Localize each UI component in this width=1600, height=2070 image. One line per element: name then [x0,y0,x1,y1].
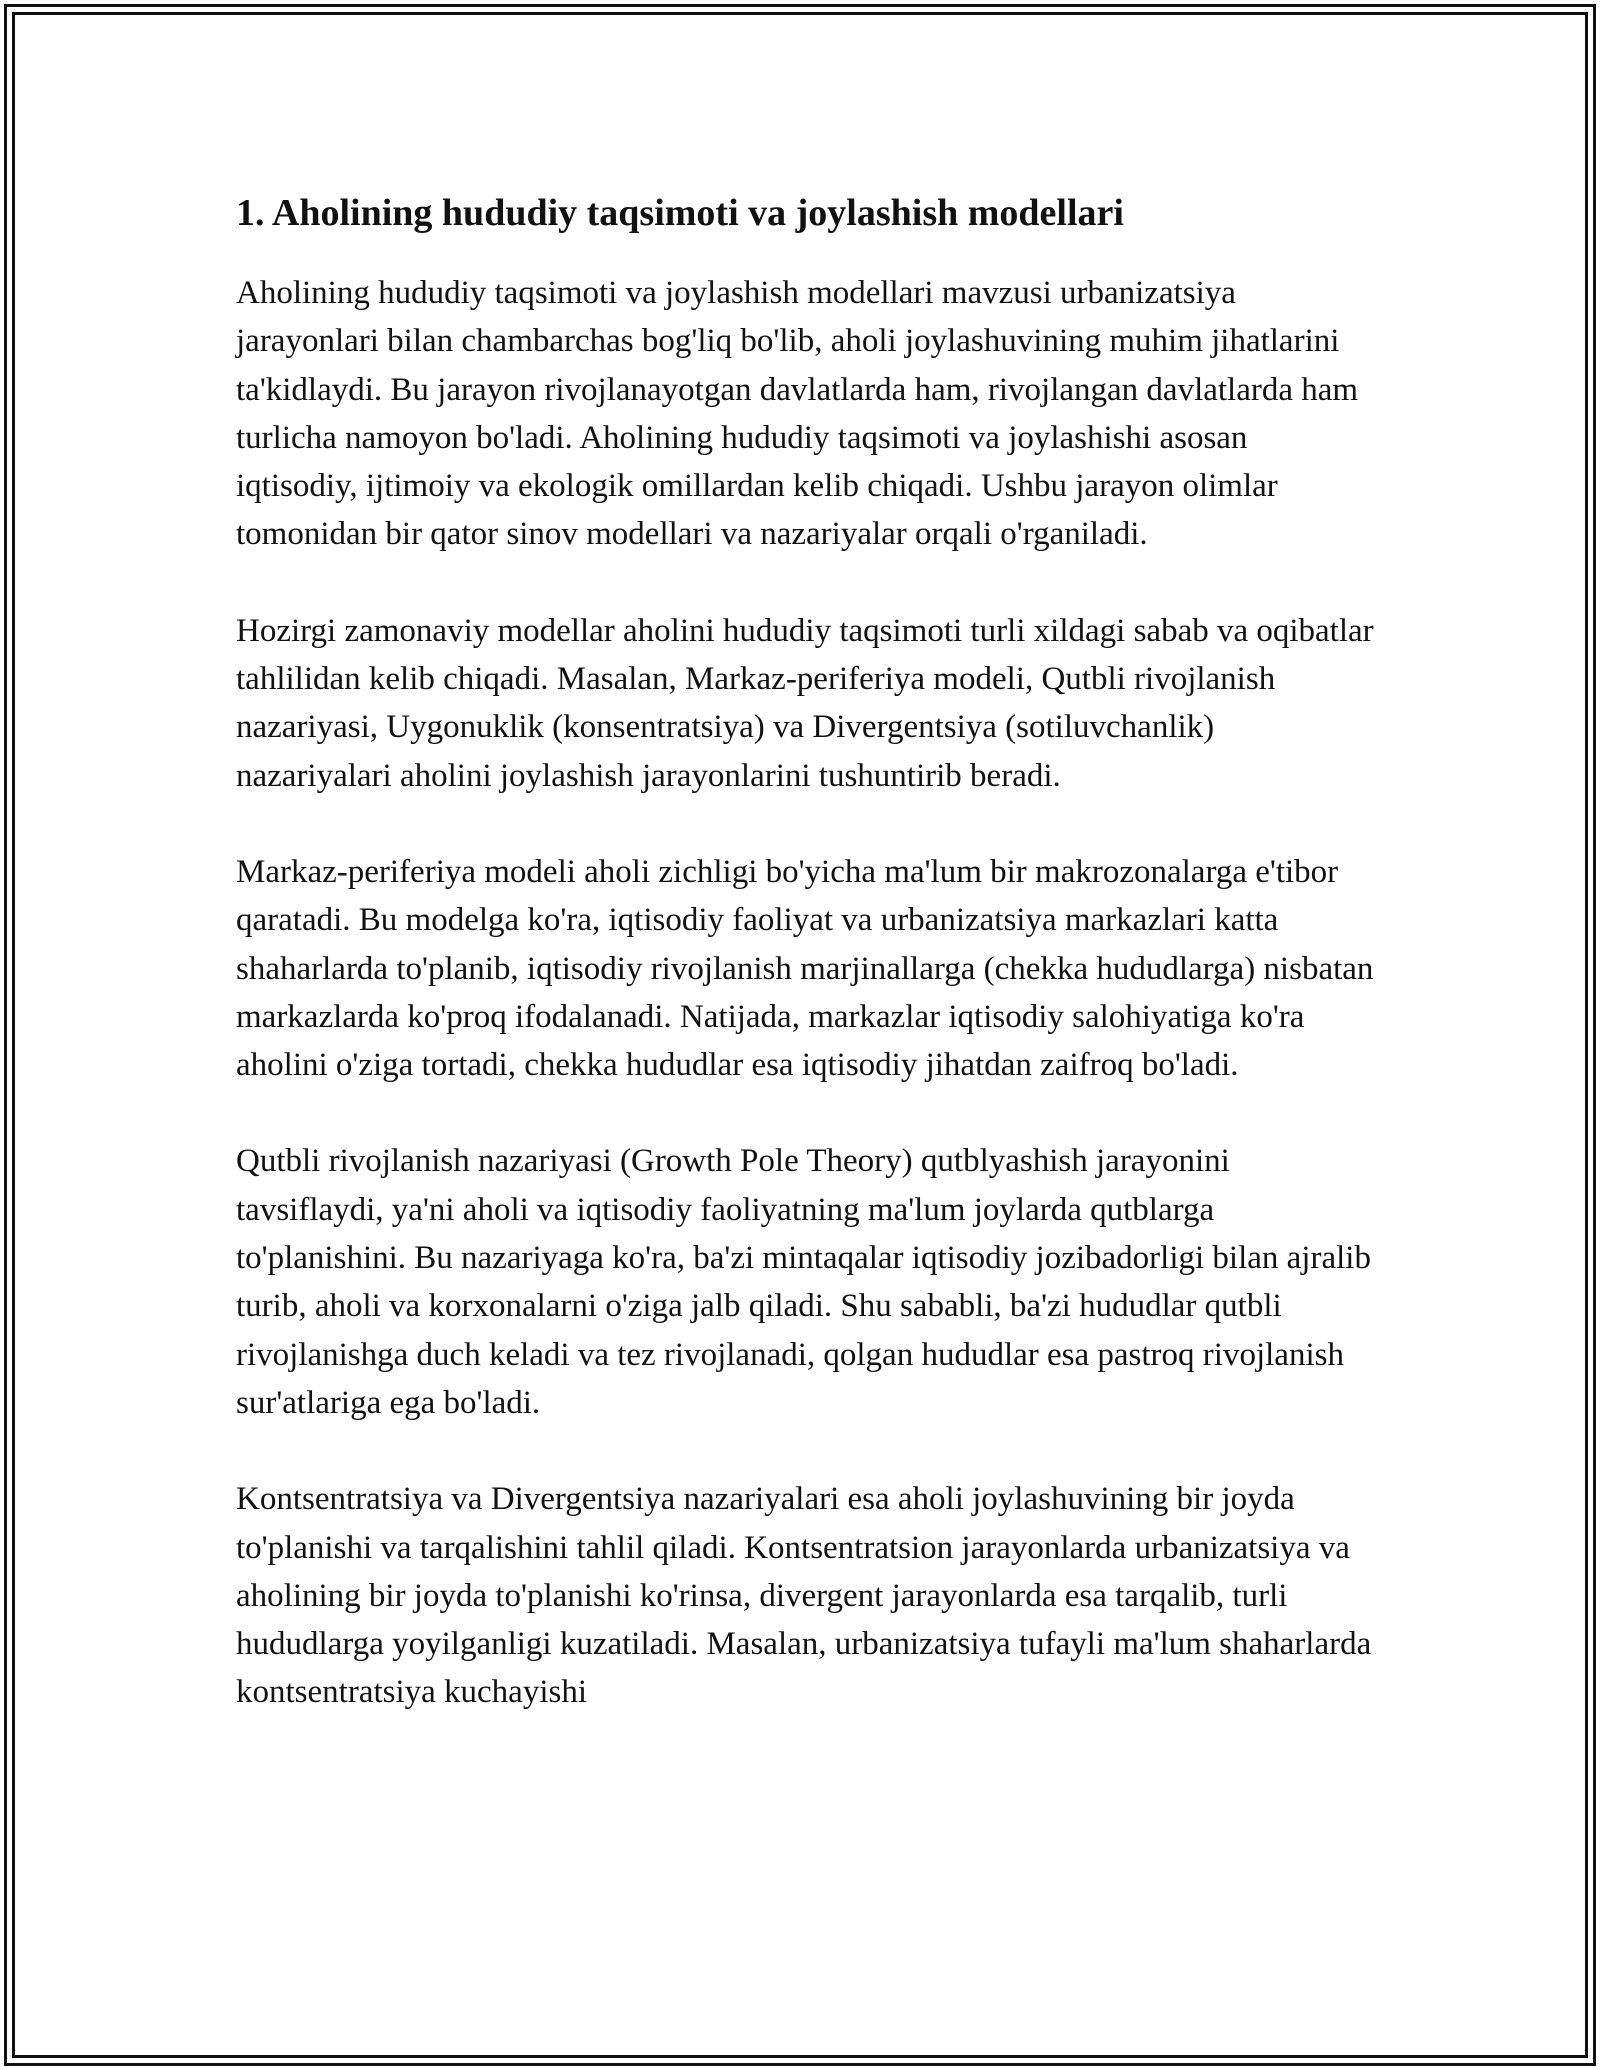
paragraph-4: Qutbli rivojlanish nazariyasi (Growth Pole Theory) qutblyashish jarayonini tavsiflaydi, ya'ni aholi va iqtisodiy faoliyatning ma'lum joylarda qutblarga to'planishini. Bu nazariyaga ko'ra, ba'zi mintaqalar iqtisodiy jozibadorligi bilan ajralib turib, aholi va korxonalarni o'ziga jalb qiladi. Shu sababli, ba'zi hududlar qutbli rivojlanishga duch keladi va tez rivojlanadi, qolgan hududlar esa pastroq rivojlanish sur'atlariga ega bo'ladi. [236,1143,1371,1421]
paragraph-1: Aholining hududiy taqsimoti va joylashish modellari mavzusi urbanizatsiya jarayonlari bilan chambarchas bog'liq bo'lib, aholi joylashuvining muhim jihatlarini ta'kidlaydi. Bu jarayon rivojlanayotgan davlatlarda ham, rivojlangan davlatlarda ham turlicha namoyon bo'ladi. Aholining hududiy taqsimoti va joylashishi asosan iqtisodiy, ijtimoiy va ekologik omillardan kelib chiqadi. Ushbu jarayon olimlar tomonidan bir qator sinov modellari va nazariyalar orqali o'rganiladi. [236,275,1359,553]
document-body [236,185,1376,1765]
section-heading: 1. Aholining hududiy taqsimoti va joylashish modellari [236,192,1124,234]
paragraph-5: Kontsentratsiya va Divergentsiya nazariyalari esa aholi joylashuvining bir joyda to'planishi va tarqalishini tahlil qiladi. Kontsentratsion jarayonlarda urbanizatsiya va aholining bir joyda to'planishi ko'rinsa, divergent jarayonlarda esa tarqalib, turli hududlarga yoyilganligi kuzatiladi. Masalan, urbanizatsiya tufayli ma'lum shaharlarda kontsentratsiya kuchayishi [236,1481,1372,1711]
paragraph-3: Markaz-periferiya modeli aholi zichligi bo'yicha ma'lum bir makrozonalarga e'tibor qaratadi. Bu modelga ko'ra, iqtisodiy faoliyat va urbanizatsiya markazlari katta shaharlarda to'planib, iqtisodiy rivojlanish marjinallarga (chekka hududlarga) nisbatan markazlarda ko'proq ifodalanadi. Natijada, markazlar iqtisodiy salohiyatiga ko'ra aholini o'ziga tortadi, chekka hududlar esa iqtisodiy jihatdan zaifroq bo'ladi. [236,853,1374,1084]
paragraph-2: Hozirgi zamonaviy modellar aholini hududiy taqsimoti turli xildagi sabab va oqibatlar tahlilidan kelib chiqadi. Masalan, Markaz-periferiya modeli, Qutbli rivojlanish nazariyasi, Uygonuklik (konsentratsiya) va Divergentsiya (sotiluvchanlik) nazariyalari aholini joylashish jarayonlarini tushuntirib beradi. [236,612,1374,794]
